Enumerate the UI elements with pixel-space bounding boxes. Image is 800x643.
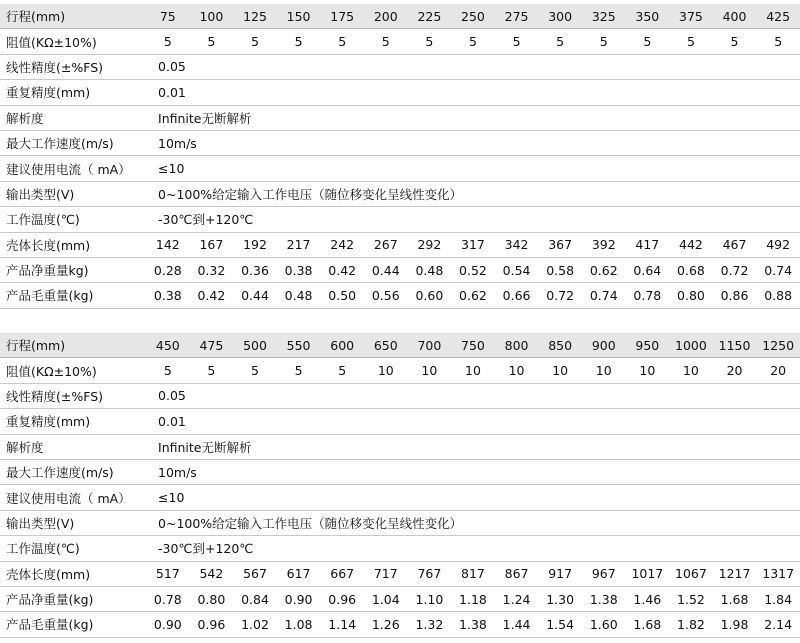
table-row	[0, 612, 800, 637]
spec-table-2	[0, 333, 800, 638]
table-cell: 5	[190, 358, 234, 383]
table-cell: 5	[669, 29, 713, 54]
table-cell: 5	[277, 358, 321, 383]
table-cell: 817	[451, 561, 495, 586]
table-cell: 517	[146, 561, 190, 586]
table-cell: 5	[277, 29, 321, 54]
table-cell: 0.68	[669, 257, 713, 282]
table-row	[0, 4, 800, 29]
spec-table-body	[0, 4, 800, 308]
row-label: 行程(mm)	[0, 333, 146, 358]
row-label: 工作温度(℃)	[0, 207, 146, 232]
table-cell: 5	[538, 29, 582, 54]
table-row	[0, 257, 800, 282]
table-cell: 10	[495, 358, 539, 383]
table-cell: 125	[233, 4, 277, 29]
table-cell: 392	[582, 232, 626, 257]
table-cell: 867	[495, 561, 539, 586]
row-label: 线性精度(±%FS)	[0, 54, 146, 79]
table-cell: 75	[146, 4, 190, 29]
table-cell: 0.64	[626, 257, 670, 282]
table-cell: 0.62	[451, 283, 495, 308]
table-cell: 5	[320, 358, 364, 383]
table-cell-span: Infinite无断解析	[146, 434, 800, 459]
table-cell: 425	[756, 4, 800, 29]
table-cell: 950	[626, 333, 670, 358]
table-row	[0, 181, 800, 206]
table-cell: 10	[669, 358, 713, 383]
table-cell: 0.62	[582, 257, 626, 282]
table-cell: 5	[582, 29, 626, 54]
table-cell: 442	[669, 232, 713, 257]
table-cell: 367	[538, 232, 582, 257]
table-cell: 1.68	[713, 586, 757, 611]
table-cell: 1067	[669, 561, 713, 586]
row-label: 产品毛重量(kg)	[0, 612, 146, 637]
table-cell: 0.42	[190, 283, 234, 308]
table-cell: 1.32	[408, 612, 452, 637]
row-label: 线性精度(±%FS)	[0, 383, 146, 408]
table-cell: 1.98	[713, 612, 757, 637]
table-row	[0, 485, 800, 510]
table-cell: 0.36	[233, 257, 277, 282]
table-row	[0, 80, 800, 105]
row-label: 输出类型(V)	[0, 181, 146, 206]
table-cell: 500	[233, 333, 277, 358]
table-cell: 342	[495, 232, 539, 257]
table-cell: 10	[451, 358, 495, 383]
table-cell: 100	[190, 4, 234, 29]
table-cell: 650	[364, 333, 408, 358]
table-cell: 0.96	[190, 612, 234, 637]
table-cell: 1.30	[538, 586, 582, 611]
row-label: 建议使用电流（ mA）	[0, 485, 146, 510]
table-cell: 10	[364, 358, 408, 383]
table-row	[0, 105, 800, 130]
table-cell-span: ≤10	[146, 156, 800, 181]
table-cell: 900	[582, 333, 626, 358]
table-cell: 0.88	[756, 283, 800, 308]
table-cell: 1.52	[669, 586, 713, 611]
table-cell: 0.50	[320, 283, 364, 308]
table-row	[0, 383, 800, 408]
table-cell-span: -30℃到+120℃	[146, 536, 800, 561]
row-label: 产品毛重量(kg)	[0, 283, 146, 308]
table-cell: 450	[146, 333, 190, 358]
table-row	[0, 333, 800, 358]
table-cell: 0.74	[756, 257, 800, 282]
table-cell: 5	[146, 29, 190, 54]
table-cell: 10	[408, 358, 452, 383]
table-cell: 5	[364, 29, 408, 54]
table-cell: 0.52	[451, 257, 495, 282]
table-cell: 0.28	[146, 257, 190, 282]
table-cell: 967	[582, 561, 626, 586]
table-cell: 1.60	[582, 612, 626, 637]
table-row	[0, 156, 800, 181]
table-cell: 0.72	[713, 257, 757, 282]
table-cell: 350	[626, 4, 670, 29]
table-row	[0, 459, 800, 484]
table-cell: 250	[451, 4, 495, 29]
table-cell: 0.72	[538, 283, 582, 308]
table-cell: 542	[190, 561, 234, 586]
table-cell: 1.04	[364, 586, 408, 611]
table-cell: 717	[364, 561, 408, 586]
table-cell: 10	[538, 358, 582, 383]
table-cell: 0.38	[277, 257, 321, 282]
table-cell-span: -30℃到+120℃	[146, 207, 800, 232]
row-label: 阻值(KΩ±10%)	[0, 29, 146, 54]
table-cell: 600	[320, 333, 364, 358]
table-cell: 1250	[756, 333, 800, 358]
table-row	[0, 409, 800, 434]
table-cell-span: 10m/s	[146, 130, 800, 155]
table-cell: 492	[756, 232, 800, 257]
table-cell: 20	[713, 358, 757, 383]
table-cell: 917	[538, 561, 582, 586]
table-row	[0, 586, 800, 611]
table-cell: 20	[756, 358, 800, 383]
table-cell: 300	[538, 4, 582, 29]
table-cell: 750	[451, 333, 495, 358]
table-row	[0, 54, 800, 79]
table-cell: 1.84	[756, 586, 800, 611]
table-row	[0, 536, 800, 561]
row-label: 壳体长度(mm)	[0, 561, 146, 586]
table-cell: 0.48	[277, 283, 321, 308]
table-cell: 1.68	[626, 612, 670, 637]
row-label: 重复精度(mm)	[0, 80, 146, 105]
row-label: 产品净重量(kg)	[0, 586, 146, 611]
row-label: 产品净重量kg)	[0, 257, 146, 282]
table-cell: 1.26	[364, 612, 408, 637]
table-cell: 700	[408, 333, 452, 358]
table-cell: 5	[233, 358, 277, 383]
table-cell: 5	[756, 29, 800, 54]
table-cell: 292	[408, 232, 452, 257]
table-cell: 275	[495, 4, 539, 29]
table-cell: 175	[320, 4, 364, 29]
row-label: 行程(mm)	[0, 4, 146, 29]
table-cell: 850	[538, 333, 582, 358]
table-cell-span: 0.05	[146, 54, 800, 79]
row-label: 输出类型(V)	[0, 510, 146, 535]
table-row	[0, 434, 800, 459]
table-cell: 267	[364, 232, 408, 257]
table-cell: 0.80	[190, 586, 234, 611]
table-cell: 1.08	[277, 612, 321, 637]
table-cell: 192	[233, 232, 277, 257]
row-label: 最大工作速度(m/s)	[0, 130, 146, 155]
row-label: 最大工作速度(m/s)	[0, 459, 146, 484]
table-cell: 0.84	[233, 586, 277, 611]
table-cell: 5	[451, 29, 495, 54]
table-cell: 0.44	[233, 283, 277, 308]
table-cell: 0.78	[146, 586, 190, 611]
table-cell: 767	[408, 561, 452, 586]
table-row	[0, 232, 800, 257]
table-cell: 0.74	[582, 283, 626, 308]
table-row	[0, 29, 800, 54]
row-label: 建议使用电流（ mA）	[0, 156, 146, 181]
table-cell: 0.78	[626, 283, 670, 308]
spec-table-body	[0, 333, 800, 637]
table-cell: 1.38	[582, 586, 626, 611]
table-cell-span: 10m/s	[146, 459, 800, 484]
table-cell: 10	[626, 358, 670, 383]
table-row	[0, 207, 800, 232]
table-row	[0, 561, 800, 586]
table-cell-span: Infinite无断解析	[146, 105, 800, 130]
table-cell: 1.44	[495, 612, 539, 637]
table-cell: 167	[190, 232, 234, 257]
table-cell: 0.90	[146, 612, 190, 637]
table-cell: 617	[277, 561, 321, 586]
table-cell: 1.54	[538, 612, 582, 637]
table-cell: 400	[713, 4, 757, 29]
row-label: 解析度	[0, 434, 146, 459]
table-cell-span: 0.05	[146, 383, 800, 408]
table-cell: 1.38	[451, 612, 495, 637]
table-cell: 5	[190, 29, 234, 54]
table-cell: 800	[495, 333, 539, 358]
table-cell: 317	[451, 232, 495, 257]
table-cell: 5	[713, 29, 757, 54]
table-cell: 467	[713, 232, 757, 257]
table-cell: 0.86	[713, 283, 757, 308]
table-cell: 1.10	[408, 586, 452, 611]
table-cell: 0.54	[495, 257, 539, 282]
table-cell: 242	[320, 232, 364, 257]
row-label: 工作温度(℃)	[0, 536, 146, 561]
row-label: 解析度	[0, 105, 146, 130]
spec-table-1	[0, 4, 800, 309]
table-cell: 0.96	[320, 586, 364, 611]
table-cell: 5	[146, 358, 190, 383]
table-cell: 1.14	[320, 612, 364, 637]
table-cell: 0.56	[364, 283, 408, 308]
table-cell: 475	[190, 333, 234, 358]
table-cell: 5	[320, 29, 364, 54]
table-cell-span: 0~100%给定输入工作电压（随位移变化呈线性变化）	[146, 510, 800, 535]
table-cell: 567	[233, 561, 277, 586]
table-cell: 5	[495, 29, 539, 54]
table-row	[0, 283, 800, 308]
table-cell-span: 0.01	[146, 409, 800, 434]
table-cell: 417	[626, 232, 670, 257]
table-cell: 150	[277, 4, 321, 29]
table-row	[0, 130, 800, 155]
row-label: 壳体长度(mm)	[0, 232, 146, 257]
table-cell: 0.58	[538, 257, 582, 282]
table-cell: 550	[277, 333, 321, 358]
row-label: 重复精度(mm)	[0, 409, 146, 434]
table-cell: 0.44	[364, 257, 408, 282]
table-cell: 200	[364, 4, 408, 29]
table-cell: 2.14	[756, 612, 800, 637]
table-row	[0, 510, 800, 535]
table-row	[0, 358, 800, 383]
table-cell-span: 0.01	[146, 80, 800, 105]
table-cell: 0.48	[408, 257, 452, 282]
row-label: 阻值(KΩ±10%)	[0, 358, 146, 383]
table-cell: 1000	[669, 333, 713, 358]
table-cell: 667	[320, 561, 364, 586]
table-cell: 0.42	[320, 257, 364, 282]
table-cell: 1150	[713, 333, 757, 358]
table-cell: 1.02	[233, 612, 277, 637]
table-cell: 1017	[626, 561, 670, 586]
table-cell: 5	[408, 29, 452, 54]
table-cell: 1.46	[626, 586, 670, 611]
table-cell: 10	[582, 358, 626, 383]
table-cell: 0.38	[146, 283, 190, 308]
table-cell: 5	[233, 29, 277, 54]
table-cell: 225	[408, 4, 452, 29]
table-cell: 0.32	[190, 257, 234, 282]
table-cell-span: 0~100%给定输入工作电压（随位移变化呈线性变化）	[146, 181, 800, 206]
table-cell: 0.90	[277, 586, 321, 611]
table-cell: 1.18	[451, 586, 495, 611]
table-cell: 0.66	[495, 283, 539, 308]
table-cell: 1217	[713, 561, 757, 586]
table-cell: 0.60	[408, 283, 452, 308]
table-cell: 142	[146, 232, 190, 257]
table-cell-span: ≤10	[146, 485, 800, 510]
table-cell: 375	[669, 4, 713, 29]
table-cell: 325	[582, 4, 626, 29]
table-cell: 217	[277, 232, 321, 257]
table-cell: 1.24	[495, 586, 539, 611]
table-cell: 1317	[756, 561, 800, 586]
table-cell: 0.80	[669, 283, 713, 308]
table-cell: 1.82	[669, 612, 713, 637]
table-cell: 5	[626, 29, 670, 54]
